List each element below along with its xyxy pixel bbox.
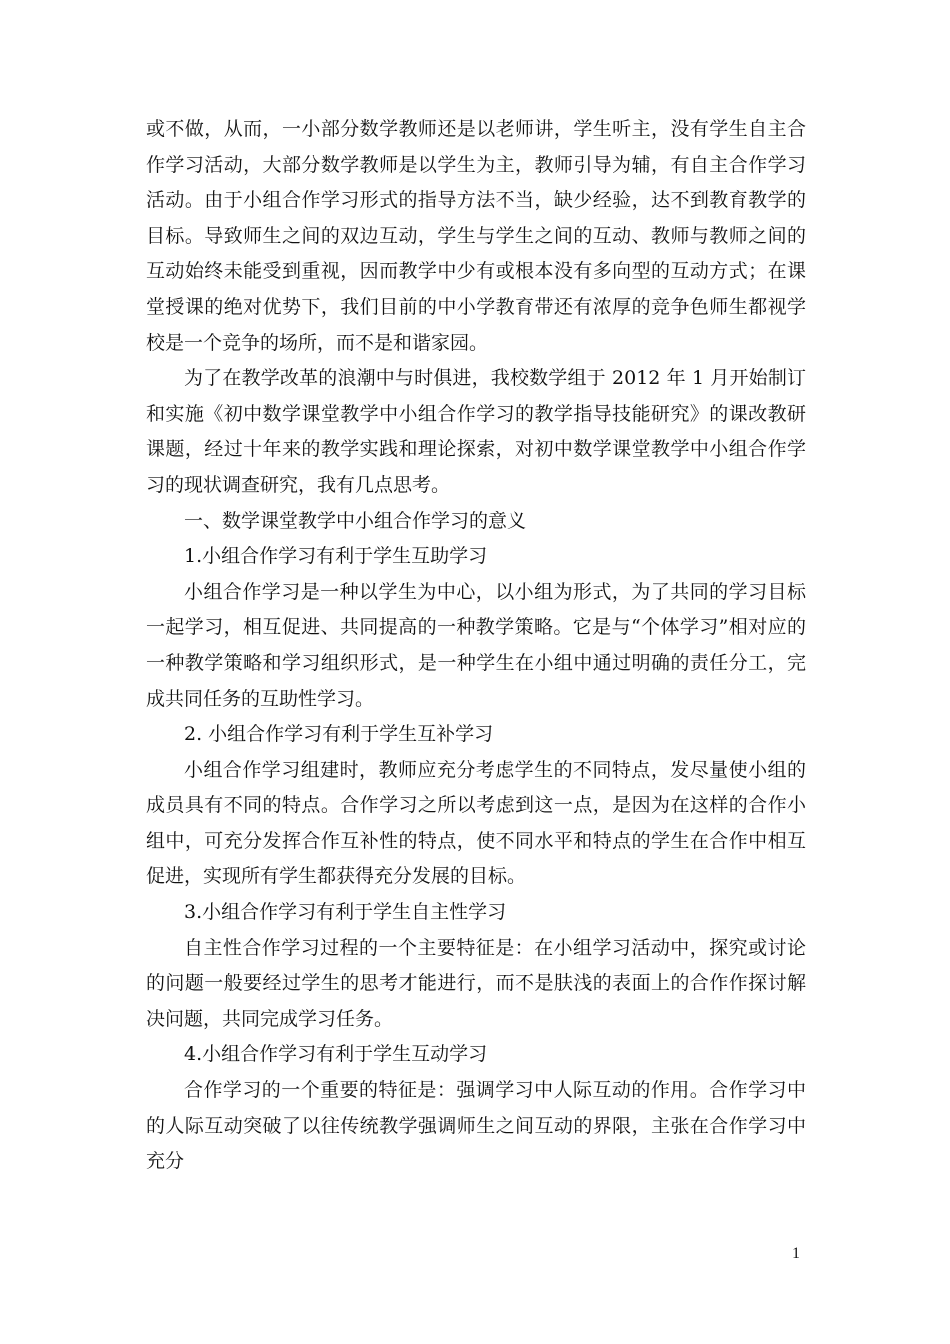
body-paragraph: 为了在教学改革的浪潮中与时俱进，我校数学组于 2012 年 1 月开始制订和实施《初中数学课堂教学中小组合作学习的教学指导技能研究》的课改教研课题，经过十年来的教学实践和理论探索，对初中数学课堂教学中小组合作学习的现状调查研究，我有几点思考。 (146, 367, 806, 496)
subsection-heading: 2. 小组合作学习有利于学生互补学习 (184, 723, 494, 746)
body-paragraph: 小组合作学习是一种以学生为中心，以小组为形式，为了共同的学习目标一起学习，相互促进、共同提高的一种教学策略。它是与“个体学习”相对应的一种教学策略和学习组织形式，是一种学生在小组中通过明确的责任分工，完成共同任务的互助性学习。 (146, 580, 806, 710)
body-paragraph: 或不做，从而，一小部分数学教师还是以老师讲，学生听主，没有学生自主合作学习活动，大部分数学教师是以学生为主，教师引导为辅，有自主合作学习活动。由于小组合作学习形式的指导方法不当，缺少经验，达不到教育教学的目标。导致师生之间的双边互动，学生与学生之间的互动、教师与教师之间的互动始终未能受到重视，因而教学中少有或根本没有多向型的互动方式；在课堂授课的绝对优势下，我们目前的中小学教育带还有浓厚的竞争色师生都视学校是一个竞争的场所，而不是和谐家园。 (146, 118, 806, 354)
page-number: 1 (792, 1245, 800, 1262)
document-page (146, 112, 806, 1180)
subsection-heading: 1.小组合作学习有利于学生互助学习 (184, 545, 488, 568)
section-heading: 一、数学课堂教学中小组合作学习的意义 (184, 509, 527, 532)
subsection-heading: 3.小组合作学习有利于学生自主性学习 (184, 901, 507, 924)
body-paragraph: 小组合作学习组建时，教师应充分考虑学生的不同特点，发尽量使小组的成员具有不同的特点。合作学习之所以考虑到这一点，是因为在这样的合作小组中，可充分发挥合作互补性的特点，使不同水平和特点的学生在合作中相互促进，实现所有学生都获得充分发展的目标。 (146, 758, 806, 888)
body-paragraph: 自主性合作学习过程的一个主要特征是：在小组学习活动中，探究或讨论的问题一般要经过学生的思考才能进行，而不是肤浅的表面上的合作作探讨解决问题，共同完成学习任务。 (146, 936, 806, 1030)
body-paragraph: 合作学习的一个重要的特征是：强调学习中人际互动的作用。合作学习中的人际互动突破了以往传统教学强调师生之间互动的界限，主张在合作学习中充分 (146, 1079, 806, 1173)
subsection-heading: 4.小组合作学习有利于学生互动学习 (184, 1043, 488, 1066)
